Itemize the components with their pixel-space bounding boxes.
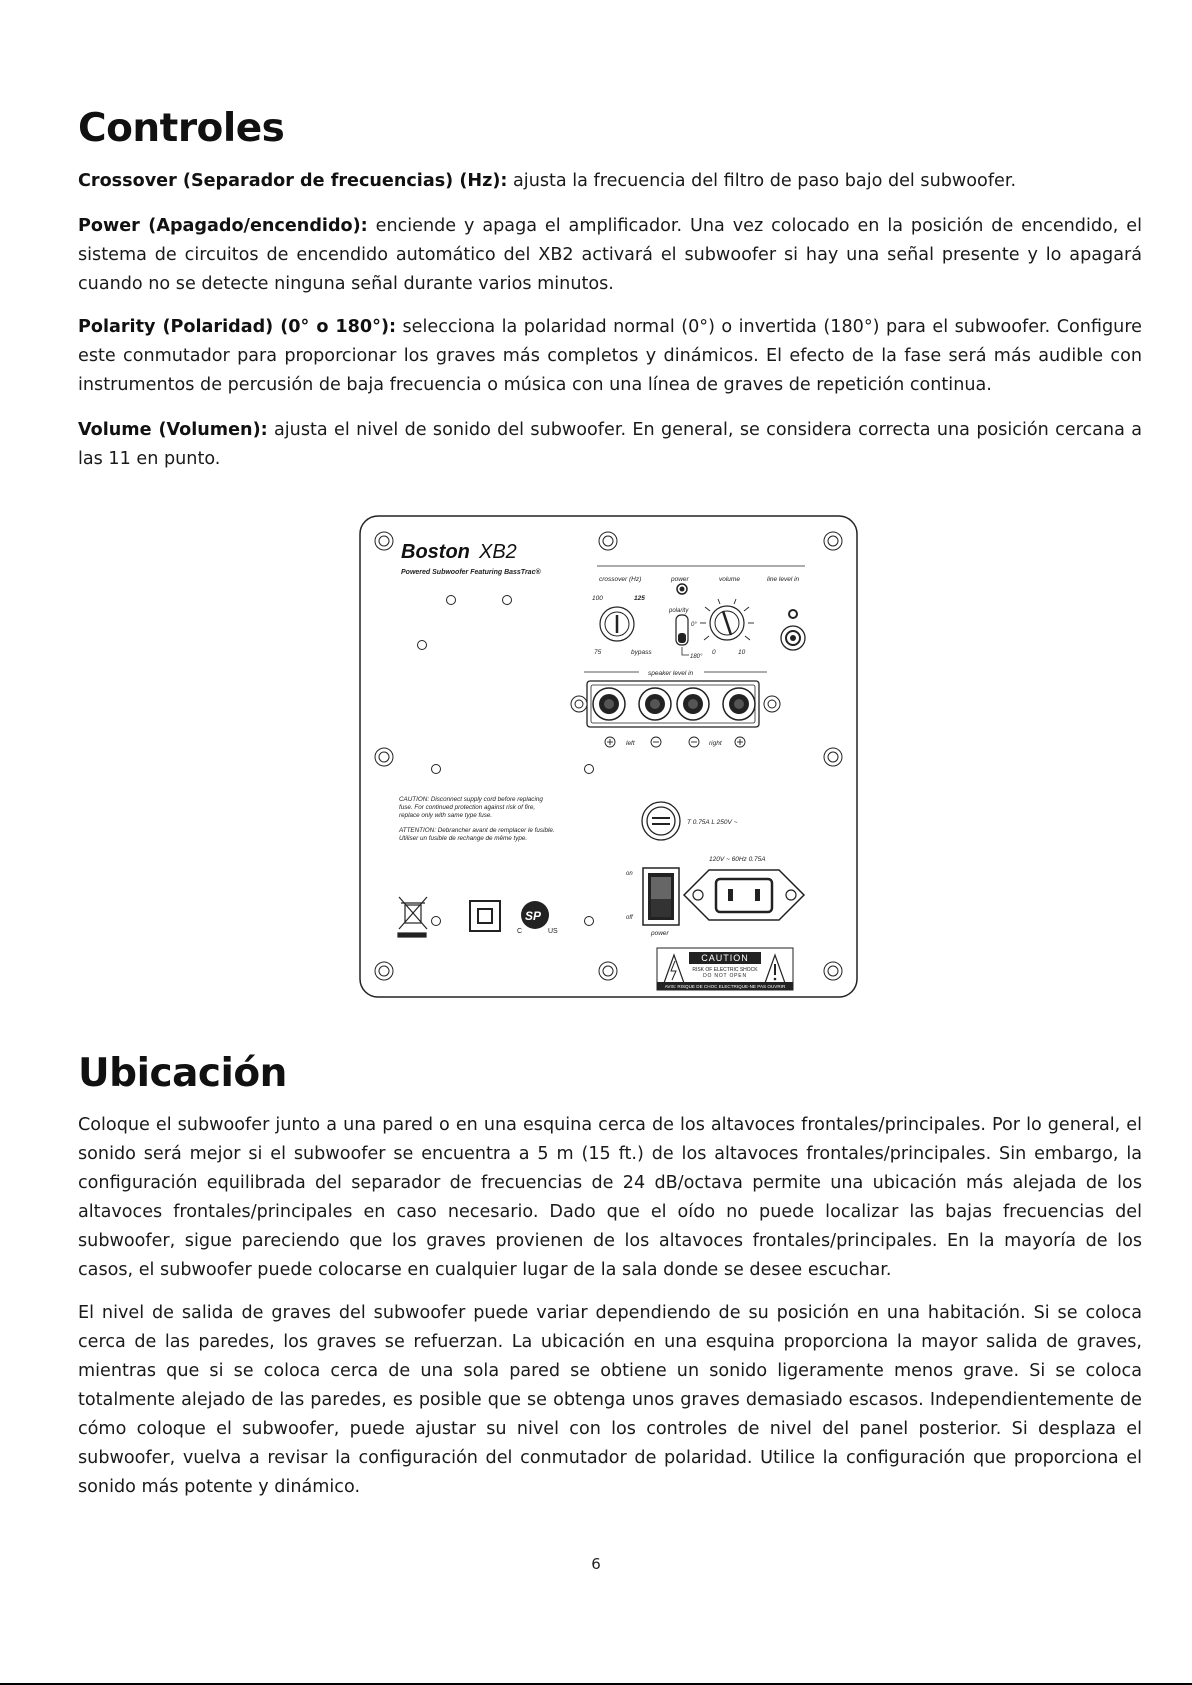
caution-en-line-1: CAUTION: Disconnect supply cord before replacing	[399, 796, 543, 803]
switch-power-label: power	[651, 930, 669, 937]
switch-off-label: off	[626, 915, 633, 921]
svg-text:SP: SP	[525, 909, 542, 923]
crossover-tick-75: 75	[594, 649, 602, 656]
page-number: 6	[591, 1555, 601, 1573]
polarity-tick-180: 180°	[690, 654, 703, 660]
warning-fr: AVIS: RISQUE DE CHOC ELECTRIQUE-NE PAS OUVRIR	[664, 984, 786, 989]
polarity-term: Polarity (Polaridad) (0° o 180°):	[78, 317, 397, 337]
caution-fr-line-2: Utiliser un fusible de rechange de même type.	[399, 835, 528, 842]
line-level-label: line level in	[767, 576, 800, 583]
controls-heading: Controles	[78, 106, 285, 151]
speaker-level-label: speaker level in	[648, 670, 694, 677]
caution-en-line-3: replace only with same type fuse.	[399, 812, 493, 819]
speaker-terminal-left-plus[interactable]	[593, 688, 625, 720]
speaker-terminal-left-minus[interactable]	[639, 688, 671, 720]
crossover-paragraph	[78, 167, 1142, 196]
polarity-description: selecciona la polaridad normal (0°) o invertida (180°) para el subwoofer. Configure este conmutador para proporcionar los graves más completos y dinámicos. El efecto de la fase será más audible con instrumentos de percusión de baja frecuencia o música con una línea de graves de repetición continua.	[78, 317, 1142, 395]
warning-line-1: RISK OF ELECTRIC SHOCK	[692, 967, 758, 973]
crossover-knob[interactable]	[600, 607, 634, 641]
placement-heading: Ubicación	[78, 1051, 287, 1096]
power-paragraph	[78, 212, 1142, 299]
crossover-term: Crossover (Separador de frecuencias) (Hz):	[78, 171, 508, 191]
placement-paragraph-2: El nivel de salida de graves del subwoofer puede variar dependiendo de su posición en una habitación. Si se coloca cerca de las paredes, los graves se refuerzan. La ubicación en una esquina proporciona la mayor salida de graves, mientras que si se coloca cerca de una sola pared se obtiene un sonido ligeramente menos grave. Si se coloca totalmente alejado de las paredes, es posible que se obtenga unos graves demasiado escasos. Independientemente de cómo coloque el subwoofer, puede ajustar su nivel con los controles de nivel del panel posterior. Si desplaza el subwoofer, vuelva a revisar la configuración del conmutador de polaridad. Utilice la configuración que proporciona el sonido más potente y dinámico.	[78, 1303, 1142, 1497]
power-rocker-switch[interactable]	[643, 868, 679, 925]
switch-on-label: on	[626, 871, 633, 877]
polarity-paragraph	[78, 313, 1142, 400]
speaker-terminal-right-plus[interactable]	[723, 688, 755, 720]
crossover-tick-bypass: bypass	[631, 649, 652, 656]
volume-description: ajusta el nivel de sonido del subwoofer. En general, se considera correcta una posición cercana a las 11 en punto.	[78, 420, 1142, 469]
volume-paragraph	[78, 416, 1142, 474]
panel-model: XB2	[479, 541, 517, 563]
crossover-description: ajusta la frecuencia del filtro de paso bajo del subwoofer.	[507, 171, 1017, 191]
power-inlet[interactable]	[684, 870, 804, 920]
mains-rating: 120V ~ 60Hz 0.75A	[709, 856, 766, 863]
polarity-switch[interactable]	[676, 615, 688, 645]
placement-paragraph-1: Coloque el subwoofer junto a una pared o en una esquina cerca de los altavoces frontales/principales. Por lo general, el sonido será mejor si el subwoofer se encuentra a 5 m (15 ft.) de los altavoces frontales/principales. Sin embargo, la configuración equilibrada del separador de frecuencias de 24 dB/octava permite una ubicación más alejada de los altavoces frontales/principales en caso necesario. Dado que el oído no puede localizar las bajas frecuencias del subwoofer, sigue pareciendo que los graves provienen de los altavoces frontales/principales. En la mayoría de los casos, el subwoofer puede colocarse en cualquier lugar de la sala donde se desee escuchar.	[78, 1115, 1142, 1280]
power-term: Power (Apagado/encendido):	[78, 216, 368, 236]
panel-tagline: Powered Subwoofer Featuring BassTrac®	[401, 569, 541, 576]
csa-mark-icon	[521, 901, 549, 929]
rear-panel-illustration	[359, 515, 859, 999]
power-label: power	[671, 576, 689, 583]
volume-label: volume	[719, 576, 740, 583]
polarity-label: polarity	[669, 608, 689, 614]
speaker-terminal-right-minus[interactable]	[677, 688, 709, 720]
right-label: right	[709, 740, 722, 747]
crossover-tick-100: 100	[592, 595, 603, 602]
panel-brand: Boston	[401, 541, 470, 563]
warning-line-2: DO NOT OPEN	[703, 973, 747, 979]
fuse-holder[interactable]	[642, 802, 680, 840]
csa-c-label: C	[517, 928, 523, 935]
left-label: left	[626, 740, 635, 747]
power-description: enciende y apaga el amplificador. Una vez colocado en la posición de encendido, el sistema de circuitos de encendido automático del XB2 activará el subwoofer si hay una señal presente y lo apagará cuando no se detecte ninguna señal durante varios minutos.	[78, 216, 1142, 294]
csa-us-label: US	[548, 928, 558, 935]
polarity-tick-0: 0°	[691, 622, 697, 628]
volume-tick-10: 10	[738, 649, 746, 656]
volume-tick-0: 0	[712, 649, 716, 656]
crossover-label: crossover (Hz)	[599, 576, 642, 583]
warning-title: CAUTION	[701, 953, 749, 963]
caution-en-line-2: fuse. For continued protection against risk of fire,	[399, 804, 536, 811]
crossover-tick-125: 125	[634, 595, 645, 602]
fuse-rating: T 0.75A L 250V ~	[687, 819, 738, 826]
caution-fr-line-1: ATTENTION: Debrancher avant de remplacer le fusible.	[399, 827, 555, 834]
volume-term: Volume (Volumen):	[78, 420, 268, 440]
